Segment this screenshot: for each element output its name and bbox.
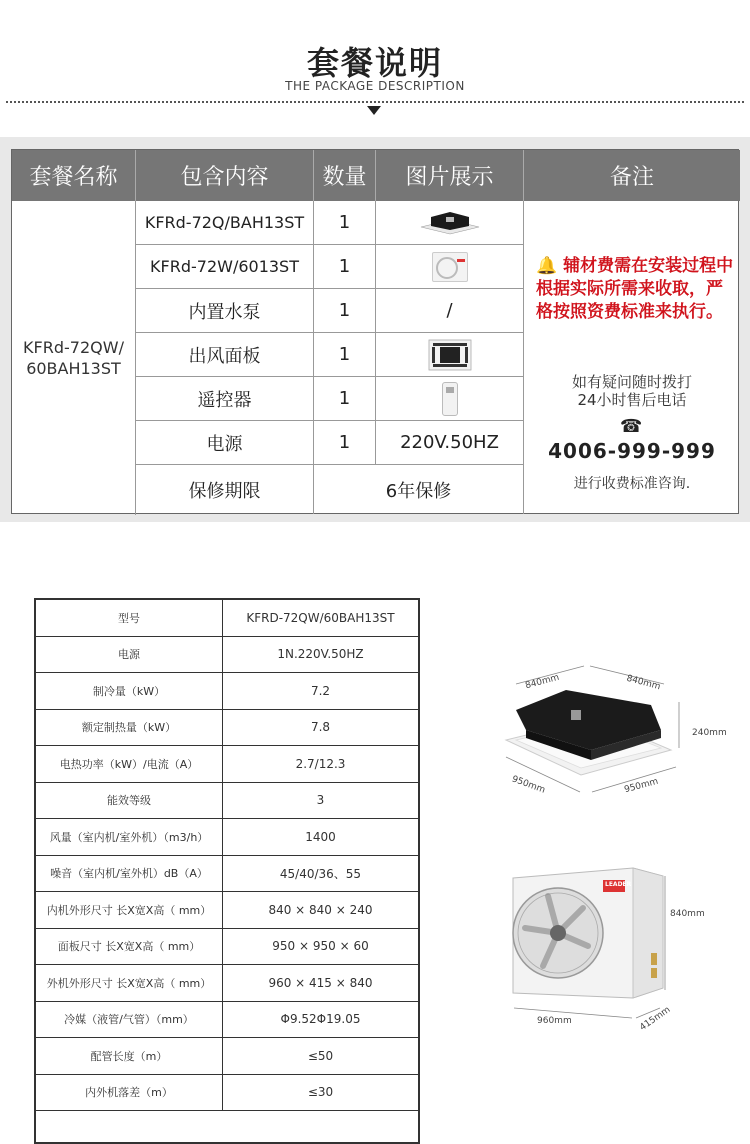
- spec-value: 3: [316, 793, 325, 808]
- header-package-name: 套餐名称: [12, 150, 136, 201]
- spec-value: 7.2: [310, 683, 331, 698]
- spec-key: 噪音（室内机/室外机）dB（A）: [36, 856, 223, 892]
- spec-value: 7.8: [310, 720, 331, 735]
- table-row: [36, 856, 418, 893]
- panel-depth-label: 950mm: [623, 776, 660, 796]
- table-row: [36, 1002, 418, 1039]
- item-name: KFRd-72Q/BAH13ST: [136, 201, 314, 245]
- package-model-text: KFRd-72QW/ 60BAH13ST: [23, 338, 124, 378]
- warranty-value: 6年保修: [314, 465, 524, 514]
- item-name: KFRd-72W/6013ST: [136, 245, 314, 289]
- table-row: [36, 783, 418, 820]
- spec-key: 制冷量（kW）: [36, 673, 223, 709]
- section-header: [0, 0, 750, 125]
- dotted-divider: [6, 101, 744, 103]
- item-qty: 1: [314, 201, 376, 245]
- spec-value: ≤30: [307, 1085, 334, 1100]
- outdoor-width-label: 960mm: [537, 1016, 572, 1026]
- item-qty: 1: [314, 289, 376, 333]
- table-row: [36, 710, 418, 747]
- table-row: [36, 965, 418, 1002]
- item-image-remote: [376, 377, 524, 421]
- page-subtitle: THE PACKAGE DESCRIPTION: [285, 79, 465, 93]
- outdoor-base-dimension-lines: [512, 1004, 662, 1028]
- spec-value: 950 × 950 × 60: [272, 939, 369, 954]
- table-row: [36, 819, 418, 856]
- note-red-text: [536, 255, 736, 324]
- item-qty: 1: [314, 333, 376, 377]
- outdoor-depth-label: 415mm: [638, 1004, 673, 1034]
- spec-key: 风量（室内机/室外机）（m3/h）: [36, 819, 223, 855]
- header-quantity: 数量: [314, 150, 376, 201]
- spec-value: ≤50: [307, 1048, 334, 1063]
- item-name: 电源: [136, 421, 314, 465]
- spec-table: [34, 598, 420, 1144]
- notes-cell: [524, 201, 740, 515]
- telephone-icon: ☎: [620, 416, 643, 437]
- indoor-height-label: 240mm: [692, 728, 727, 738]
- header-notes: 备注: [524, 150, 740, 201]
- table-row: [36, 1038, 418, 1075]
- spec-key: 额定制热量（kW）: [36, 710, 223, 746]
- item-image-text: /: [376, 289, 524, 333]
- table-row: [36, 600, 418, 637]
- page-title: 套餐说明: [306, 44, 443, 82]
- item-image-text: 220V.50HZ: [376, 421, 524, 465]
- header-contents: 包含内容: [136, 150, 314, 201]
- item-name: 遥控器: [136, 377, 314, 421]
- outdoor-brand-logo: LEADER: [605, 881, 632, 888]
- item-name: 出风面板: [136, 333, 314, 377]
- indoor-depth-label: 840mm: [524, 672, 561, 692]
- spec-key: 外机外形尺寸 长X宽X高（ mm）: [36, 965, 223, 1001]
- spec-value: 2.7/12.3: [295, 756, 346, 771]
- item-qty: 1: [314, 421, 376, 465]
- bell-icon: 🔔: [536, 256, 558, 276]
- package-table-container: [0, 137, 750, 522]
- spec-value: 1400: [305, 829, 336, 844]
- item-name: 内置水泵: [136, 289, 314, 333]
- down-arrow-icon: [367, 106, 381, 115]
- note-consult: 进行收费标准咨询.: [573, 476, 691, 492]
- spec-key: 能效等级: [36, 783, 223, 819]
- item-qty: 1: [314, 377, 376, 421]
- table-row: [36, 1075, 418, 1112]
- spec-value: 960 × 415 × 840: [268, 975, 373, 990]
- table-row: [36, 746, 418, 783]
- spec-value: 1N.220V.50HZ: [277, 647, 364, 662]
- spec-key: 配管长度（m）: [36, 1038, 223, 1074]
- indoor-width-label: 840mm: [625, 673, 662, 693]
- spec-key: 电热功率（kW）/电流（A）: [36, 746, 223, 782]
- note-ask-line2: 24小时售后电话: [577, 391, 687, 409]
- spec-value: Φ9.52Φ19.05: [280, 1012, 361, 1027]
- spec-value: KFRD-72QW/60BAH13ST: [246, 610, 395, 625]
- table-row: [36, 637, 418, 674]
- panel-width-label: 950mm: [510, 774, 547, 796]
- hotline-number: 4006-999-999: [548, 439, 716, 463]
- spec-key: 电源: [36, 637, 223, 673]
- item-image-cassette: [376, 201, 524, 245]
- outdoor-unit-dimension-diagram: [503, 858, 673, 1008]
- item-qty: 1: [314, 245, 376, 289]
- item-name: 保修期限: [136, 465, 314, 514]
- spec-key: 面板尺寸 长X宽X高（ mm）: [36, 929, 223, 965]
- spec-key: 冷媒（液管/气管）（mm）: [36, 1002, 223, 1038]
- spec-key: 型号: [36, 600, 223, 636]
- note-ask: [524, 373, 740, 409]
- spec-key: 内机外形尺寸 长X宽X高（ mm）: [36, 892, 223, 928]
- package-model-name: [12, 201, 136, 515]
- note-red-content: 辅材费需在安装过程中根据实际所需来收取，严格按照资费标准来执行。: [536, 256, 734, 322]
- spec-key: 内外机落差（m）: [36, 1075, 223, 1111]
- remote-icon: [442, 382, 458, 416]
- table-row: [36, 673, 418, 710]
- cassette-indoor-unit-icon: [415, 209, 485, 237]
- note-ask-line1: 如有疑问随时拨打: [571, 373, 692, 391]
- spec-value: 840 × 840 × 240: [268, 902, 373, 917]
- outdoor-height-label: 840mm: [670, 909, 705, 919]
- package-table: [11, 149, 739, 514]
- spec-value: 45/40/36、55: [279, 866, 362, 881]
- outdoor-unit-icon: [432, 252, 468, 282]
- table-row: [36, 929, 418, 966]
- item-image-outdoor: [376, 245, 524, 289]
- panel-icon: [427, 338, 473, 372]
- header-image: 图片展示: [376, 150, 524, 201]
- item-image-panel: [376, 333, 524, 377]
- table-row: [36, 892, 418, 929]
